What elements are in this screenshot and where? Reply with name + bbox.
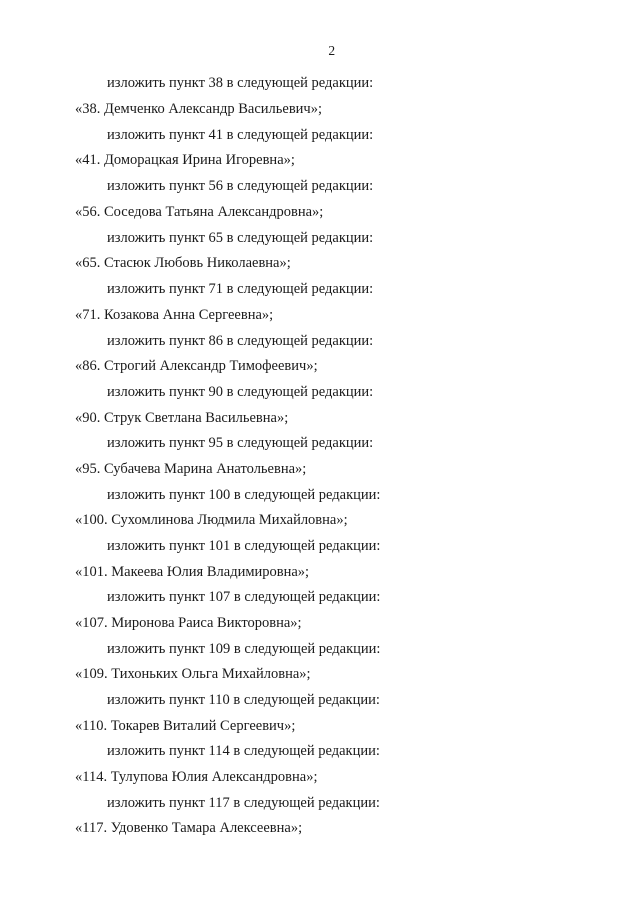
instruction-line: изложить пункт 110 в следующей редакции: xyxy=(107,692,380,708)
instruction-line: изложить пункт 65 в следующей редакции: xyxy=(107,230,374,246)
instruction-line: изложить пункт 109 в следующей редакции: xyxy=(107,641,381,657)
instruction-line: изложить пункт 114 в следующей редакции: xyxy=(107,743,380,759)
entry-line: «90. Струк Светлана Васильевна»; xyxy=(75,410,289,426)
entry-line: «95. Субачева Марина Анатольевна»; xyxy=(75,461,307,477)
instruction-line: изложить пункт 38 в следующей редакции: xyxy=(107,75,374,91)
entry-line: «107. Миронова Раиса Викторовна»; xyxy=(75,615,302,631)
instruction-line: изложить пункт 71 в следующей редакции: xyxy=(107,281,374,297)
instruction-line: изложить пункт 56 в следующей редакции: xyxy=(107,178,374,194)
entry-line: «117. Удовенко Тамара Алексеевна»; xyxy=(75,820,303,836)
instruction-line: изложить пункт 101 в следующей редакции: xyxy=(107,538,381,554)
entry-line: «101. Макеева Юлия Владимировна»; xyxy=(75,564,310,580)
entry-line: «71. Козакова Анна Сергеевна»; xyxy=(75,307,274,323)
page-number: 2 xyxy=(328,43,336,58)
entry-line: «110. Токарев Виталий Сергеевич»; xyxy=(75,718,296,734)
entry-line: «114. Тулупова Юлия Александровна»; xyxy=(75,769,318,785)
instruction-line: изложить пункт 90 в следующей редакции: xyxy=(107,384,374,400)
entry-line: «41. Доморацкая Ирина Игоревна»; xyxy=(75,152,295,168)
entry-line: «86. Строгий Александр Тимофеевич»; xyxy=(75,358,318,374)
entry-line: «38. Демченко Александр Васильевич»; xyxy=(75,101,323,117)
instruction-line: изложить пункт 41 в следующей редакции: xyxy=(107,127,374,143)
instruction-line: изложить пункт 95 в следующей редакции: xyxy=(107,435,374,451)
entry-line: «65. Стасюк Любовь Николаевна»; xyxy=(75,255,291,271)
instruction-line: изложить пункт 86 в следующей редакции: xyxy=(107,333,374,349)
instruction-line: изложить пункт 100 в следующей редакции: xyxy=(107,487,381,503)
instruction-line: изложить пункт 117 в следующей редакции: xyxy=(107,795,380,811)
entry-line: «109. Тихоньких Ольга Михайловна»; xyxy=(75,666,311,682)
entry-line: «100. Сухомлинова Людмила Михайловна»; xyxy=(75,512,348,528)
entry-line: «56. Соседова Татьяна Александровна»; xyxy=(75,204,324,220)
instruction-line: изложить пункт 107 в следующей редакции: xyxy=(107,589,381,605)
